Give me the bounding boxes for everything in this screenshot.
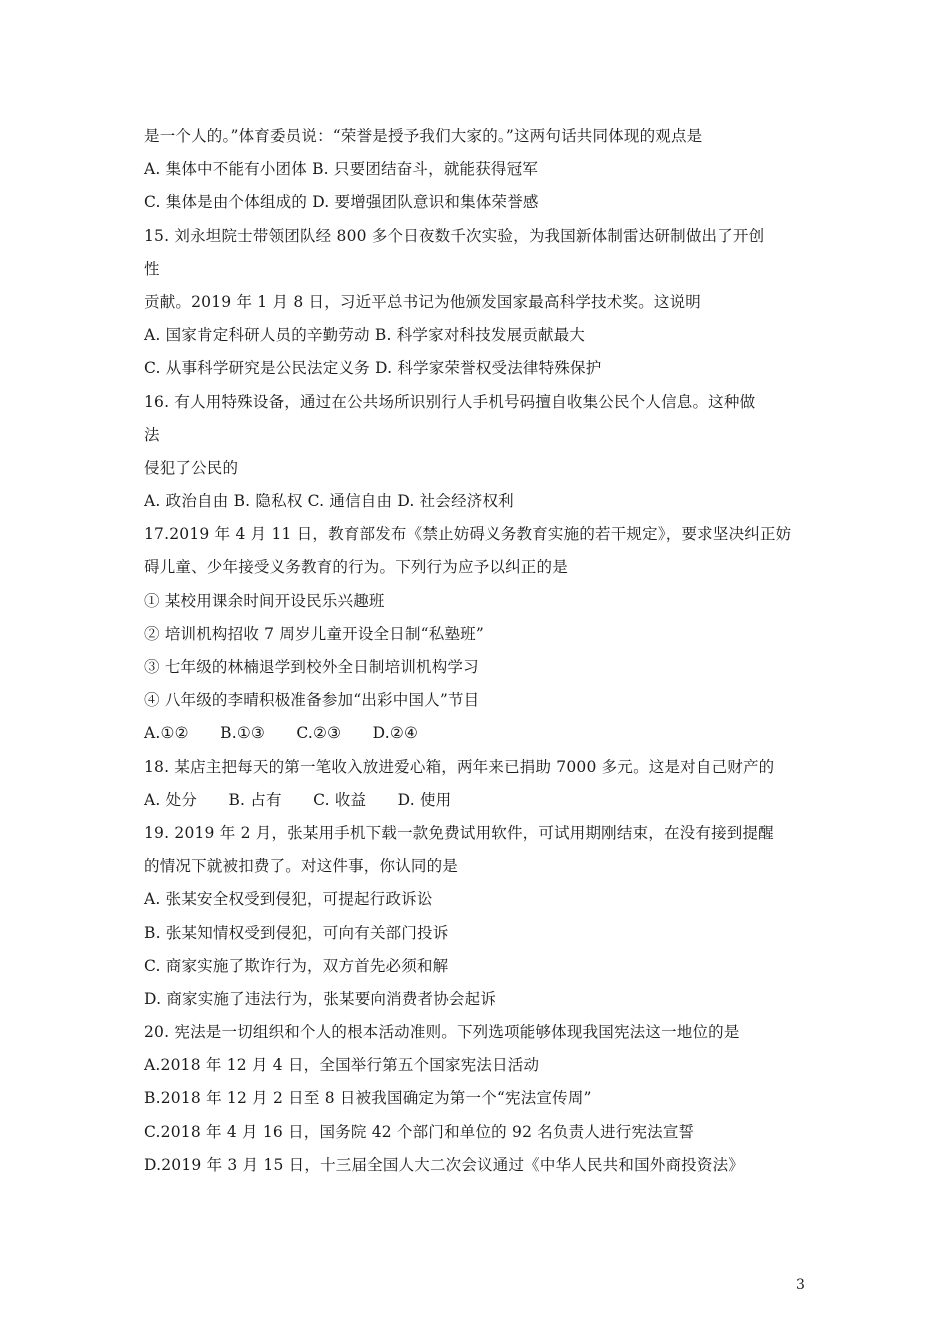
- text-line: 碍儿童、少年接受义务教育的行为。下列行为应予以纠正的是: [144, 558, 568, 577]
- text-line: A.①② B.①③ C.②③ D.②④: [144, 724, 419, 743]
- text-line: A. 处分 B. 占有 C. 收益 D. 使用: [144, 790, 452, 809]
- page-body: [144, 120, 824, 1182]
- text-line: D.2019 年 3 月 15 日，十三届全国人大二次会议通过《中华人民共和国外商投资法》: [144, 1155, 744, 1174]
- question-19: 19. 2019 年 2 月，张某用手机下载一款免费试用软件，可试用期刚结束，在没有接到提醒: [144, 823, 774, 842]
- page-number: 3: [796, 1277, 805, 1293]
- text-line: A.2018 年 12 月 4 日，全国举行第五个国家宪法日活动: [144, 1056, 540, 1075]
- question-17: 17.2019 年 4 月 11 日，教育部发布《禁止妨碍义务教育实施的若干规定》，要求坚决纠正妨: [144, 525, 792, 544]
- text-line: C. 商家实施了欺诈行为，双方首先必须和解: [144, 956, 449, 975]
- text-line: 贡献。2019 年 1 月 8 日，习近平总书记为他颁发国家最高科学技术奖。这说明: [144, 292, 702, 311]
- question-15: 15. 刘永坦院士带领团队经 800 多个日夜数千次实验，为我国新体制雷达研制做出了开创: [144, 226, 765, 245]
- text-line: C. 集体是由个体组成的 D. 要增强团队意识和集体荣誉感: [144, 193, 539, 212]
- text-line: C.2018 年 4 月 16 日，国务院 42 个部门和单位的 92 名负责人进行宪法宣誓: [144, 1122, 695, 1141]
- text-line: ① 某校用课余时间开设民乐兴趣班: [144, 591, 385, 610]
- question-20: 20. 宪法是一切组织和个人的根本活动准则。下列选项能够体现我国宪法这一地位的是: [144, 1023, 740, 1042]
- text-line: B. 张某知情权受到侵犯，可向有关部门投诉: [144, 923, 449, 942]
- text-line: 性: [144, 259, 160, 278]
- text-line: 的情况下就被扣费了。对这件事，你认同的是: [144, 857, 459, 876]
- text-line: 法: [144, 425, 160, 444]
- text-line: B.2018 年 12 月 2 日至 8 日被我国确定为第一个“宪法宣传周”: [144, 1089, 592, 1108]
- text-line: A. 政治自由 B. 隐私权 C. 通信自由 D. 社会经济权利: [144, 492, 514, 511]
- text-line: ② 培训机构招收 7 周岁儿童开设全日制“私塾班”: [144, 624, 484, 643]
- question-18: 18. 某店主把每天的第一笔收入放进爱心箱，两年来已捐助 7000 多元。这是对自己财产的: [144, 757, 775, 776]
- text-line: ④ 八年级的李晴积极准备参加“出彩中国人”节目: [144, 691, 480, 710]
- text-line: A. 张某安全权受到侵犯，可提起行政诉讼: [144, 890, 433, 909]
- text-line: 是一个人的。”体育委员说：“荣誉是授予我们大家的。”这两句话共同体现的观点是: [144, 127, 703, 145]
- text-line: ③ 七年级的林楠退学到校外全日制培训机构学习: [144, 658, 479, 676]
- text-line: C. 从事科学研究是公民法定义务 D. 科学家荣誉权受法律特殊保护: [144, 359, 602, 378]
- question-16: 16. 有人用特殊设备，通过在公共场所识别行人手机号码擅自收集公民个人信息。这种做: [144, 392, 756, 411]
- text-line: D. 商家实施了违法行为，张某要向消费者协会起诉: [144, 989, 497, 1008]
- text-line: A. 国家肯定科研人员的辛勤劳动 B. 科学家对科技发展贡献最大: [144, 326, 586, 345]
- text-line: 侵犯了公民的: [144, 458, 239, 477]
- text-line: A. 集体中不能有小团体 B. 只要团结奋斗，就能获得冠军: [144, 160, 539, 179]
